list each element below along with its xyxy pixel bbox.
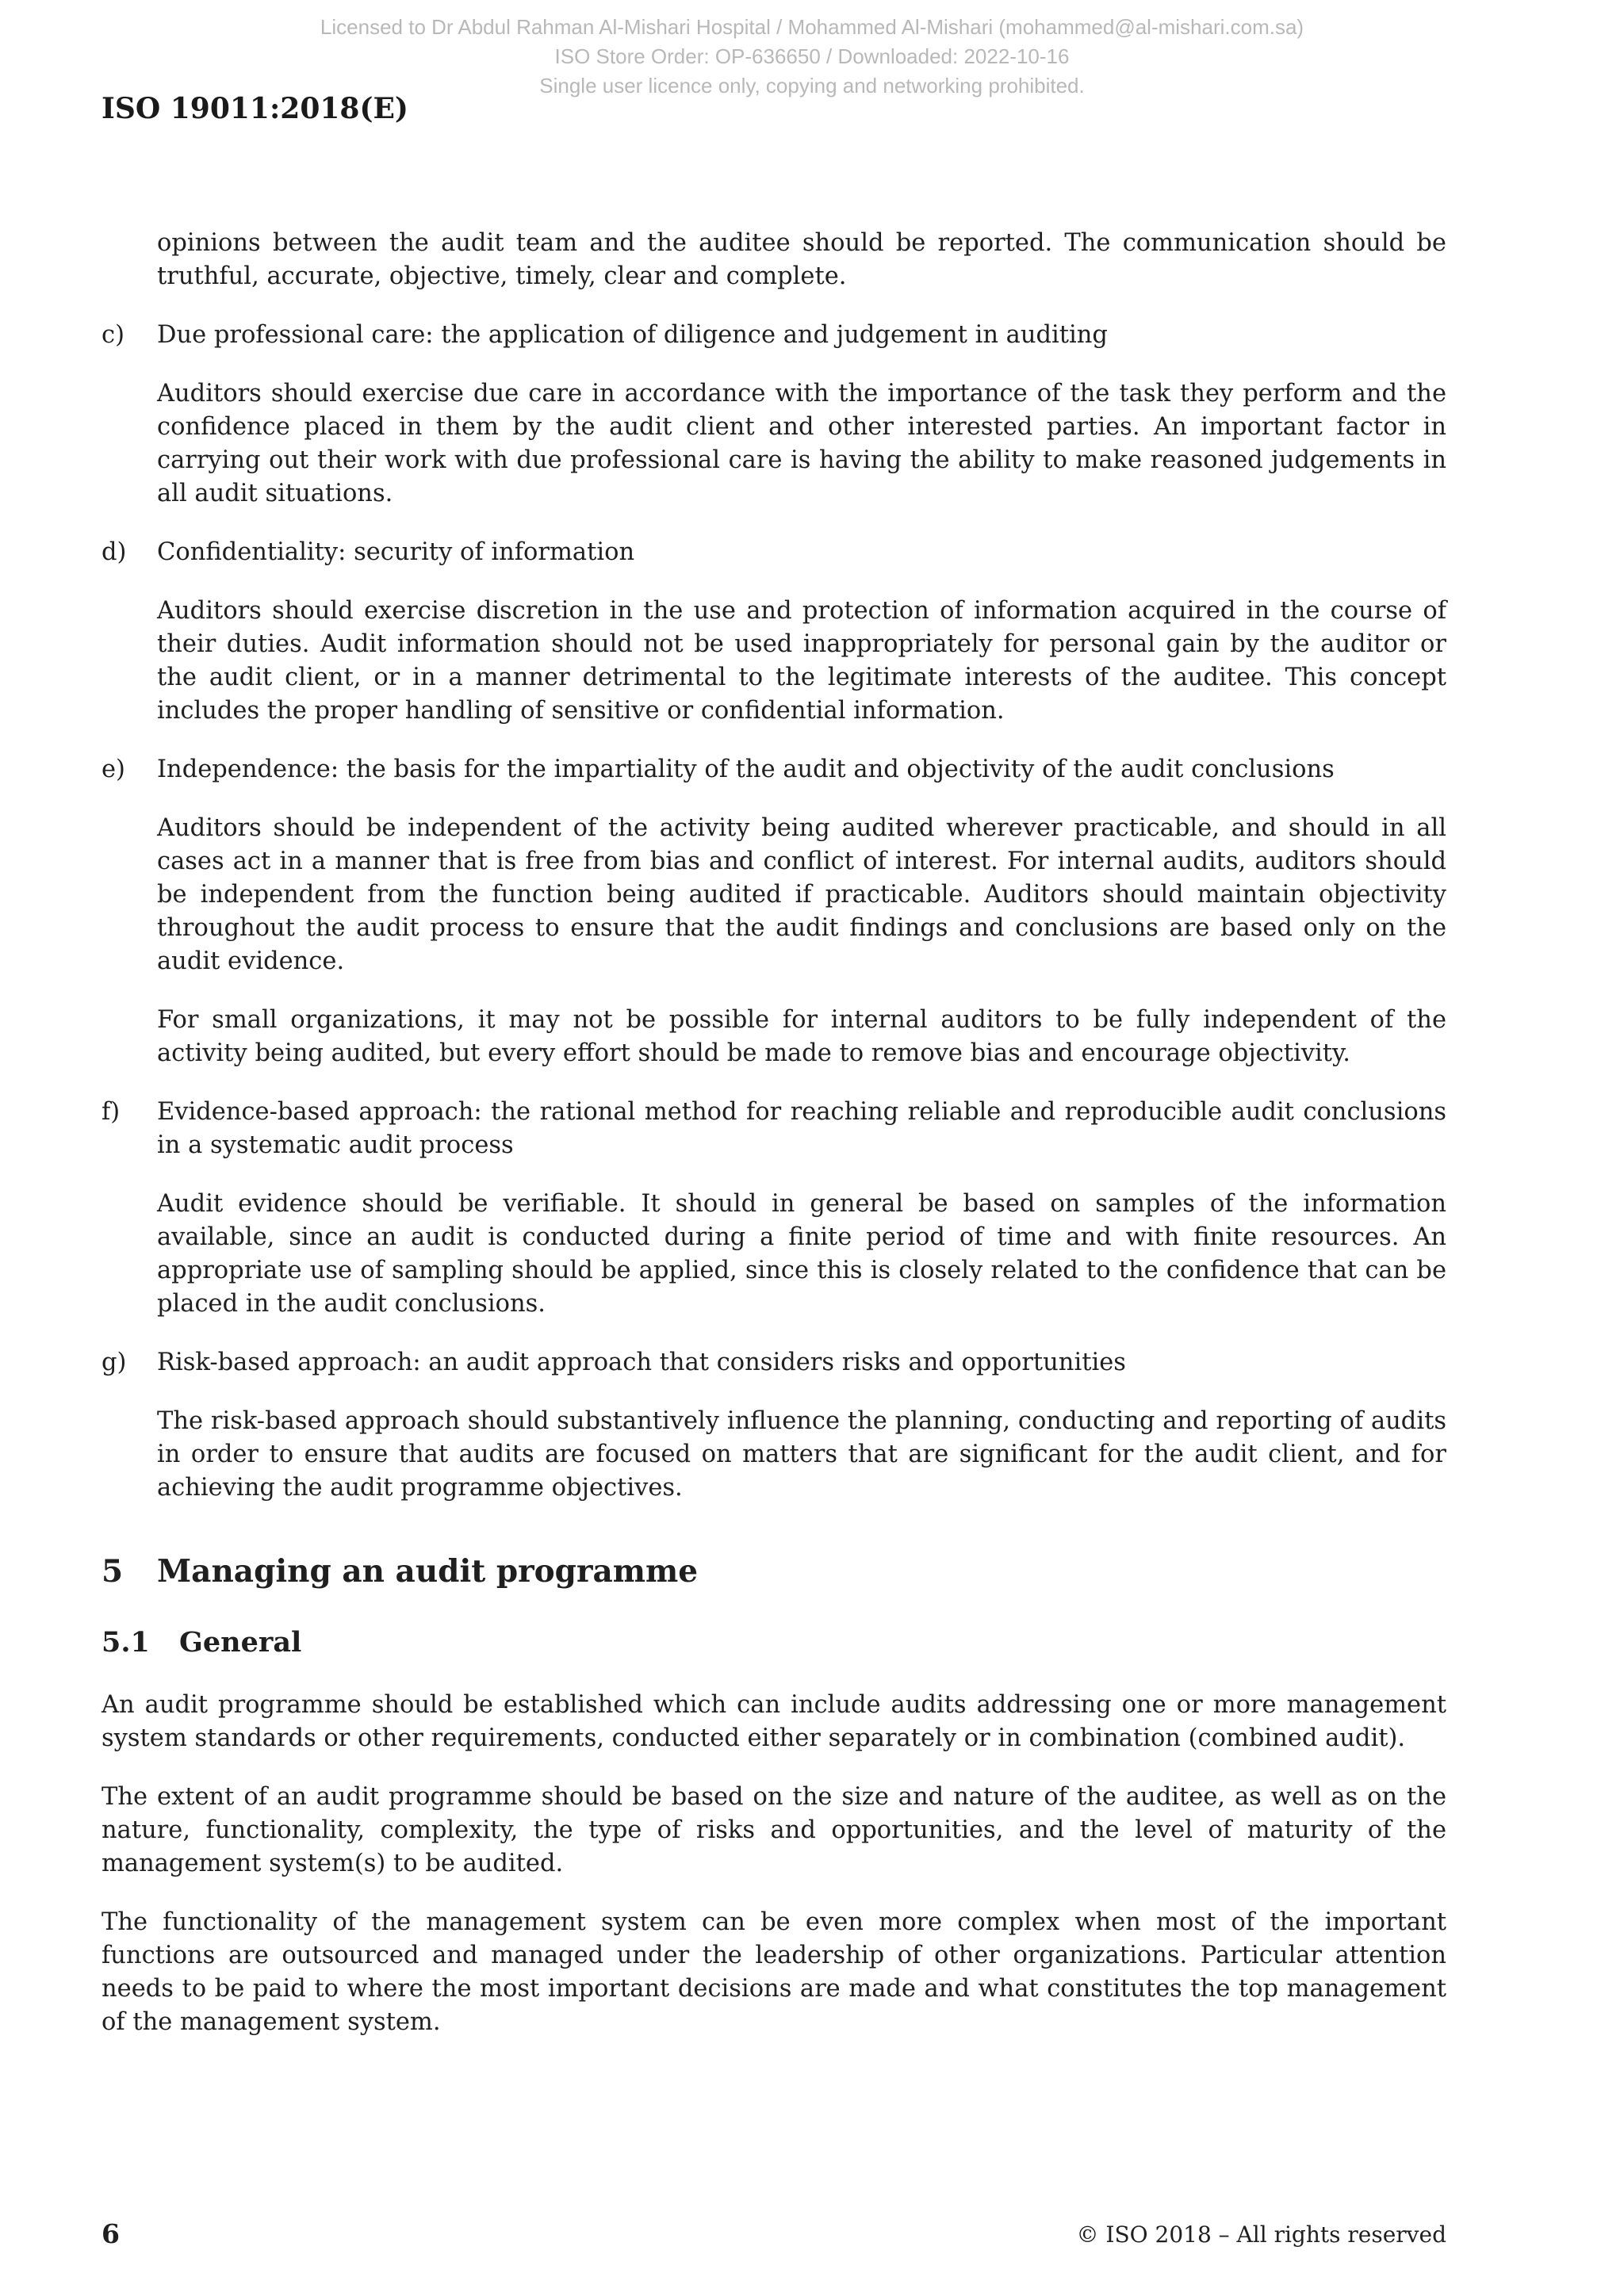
page-number: 6 — [102, 2218, 120, 2249]
list-item-title: Due professional care: the application of diligence and judgement in auditing — [157, 321, 1108, 349]
section-title: Managing an audit programme — [157, 1553, 699, 1590]
license-line: Single user licence only, copying and networking prohibited. — [539, 74, 1085, 98]
continuation-paragraph: opinions between the audit team and the auditee should be reported. The communication should be truthful, accurate, objective, timely, clear and complete. — [157, 229, 1446, 290]
license-line: ISO Store Order: OP-636650 / Downloaded: 2022-10-16 — [554, 44, 1070, 68]
list-marker: d) — [102, 538, 127, 566]
page-content — [102, 227, 1446, 2064]
body-paragraph: The functionality of the management system can be even more complex when most of the important functions are outsourced and managed under the leadership of other organizations. Particular attention needs to be paid to where the most important decisions are made and what constitutes the top management of the management system. — [102, 1908, 1446, 2036]
subsection-heading — [102, 1624, 1446, 1662]
list-item-title: Independence: the basis for the impartiality of the audit and objectivity of the audit conclusions — [157, 756, 1335, 783]
body-paragraph: The extent of an audit programme should be based on the size and nature of the auditee, as well as on the nature, functionality, complexity, the type of risks and opportunities, and the level of maturity of the management system(s) to be audited. — [102, 1783, 1446, 1877]
standard-identifier: ISO 19011:2018(E) — [102, 92, 408, 125]
body-paragraph: An audit programme should be established which can include audits addressing one or more management system standards or other requirements, conducted either separately or in combination (combined audit). — [102, 1691, 1446, 1752]
list-item-d — [102, 536, 1446, 569]
subsection-number: 5.1 — [102, 1626, 150, 1659]
list-item-e — [102, 753, 1446, 786]
list-marker: e) — [102, 756, 125, 783]
list-item-paragraph: Auditors should exercise discretion in the use and protection of information acquired in the course of their duties. Audit information should not be used inappropriately for personal gain by the auditor or the audit client, or in a manner detrimental to the legitimate interests of the auditee. This concept includes the proper handling of sensitive or confidential information. — [157, 597, 1446, 725]
list-item-title: Confidentiality: security of information — [157, 538, 635, 566]
list-item-c — [102, 319, 1446, 352]
section-heading — [102, 1551, 1446, 1592]
list-item-title: Evidence-based approach: the rational method for reaching reliable and reproducible audit conclusions in a systematic audit process — [157, 1098, 1446, 1159]
list-item-g — [102, 1346, 1446, 1380]
section-number: 5 — [102, 1553, 124, 1590]
list-item-paragraph: Auditors should be independent of the activity being audited wherever practicable, and should in all cases act in a manner that is free from bias and conflict of interest. For internal audits, auditors should be independent from the function being audited if practicable. Auditors should maintain objectivity throughout the audit process to ensure that the audit findings and conclusions are based only on the audit evidence. — [157, 814, 1446, 975]
list-item-paragraph: For small organizations, it may not be possible for internal auditors to be fully independent of the activity being audited, but every effort should be made to remove bias and encourage objectivity. — [157, 1006, 1446, 1067]
subsection-title: General — [179, 1626, 302, 1659]
license-watermark — [0, 13, 1624, 101]
list-item-paragraph: The risk-based approach should substantively influence the planning, conducting and reporting of audits in order to ensure that audits are focused on matters that are significant for the audit client, and for achieving the audit programme objectives. — [157, 1407, 1446, 1502]
license-line: Licensed to Dr Abdul Rahman Al-Mishari Hospital / Mohammed Al-Mishari (mohammed@al-mishari.com.sa) — [320, 15, 1304, 39]
list-item-paragraph: Auditors should exercise due care in accordance with the importance of the task they perform and the confidence placed in them by the audit client and other interested parties. An important factor in carrying out their work with due professional care is having the ability to make reasoned judgements in all audit situations. — [157, 380, 1446, 507]
list-item-f — [102, 1096, 1446, 1162]
page-footer — [102, 2218, 1446, 2250]
list-marker: c) — [102, 321, 124, 349]
list-item-paragraph: Audit evidence should be verifiable. It should in general be based on samples of the information available, since an audit is conducted during a finite period of time and with finite resources. An appropriate use of sampling should be applied, since this is closely related to the confidence that can be placed in the audit conclusions. — [157, 1190, 1446, 1318]
list-item-title: Risk-based approach: an audit approach that considers risks and opportunities — [157, 1349, 1126, 1376]
copyright-notice: © ISO 2018 – All rights reserved — [1076, 2221, 1446, 2248]
list-marker: f) — [102, 1098, 121, 1126]
list-marker: g) — [102, 1349, 127, 1376]
